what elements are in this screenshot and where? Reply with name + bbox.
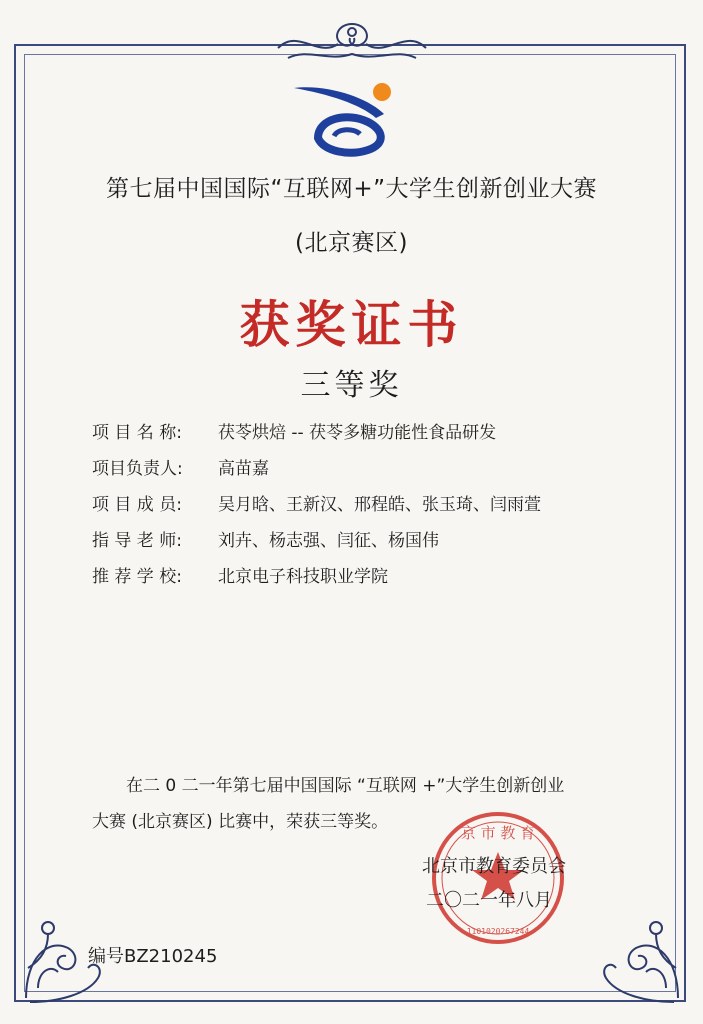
svg-text:1101020267244: 1101020267244 (466, 927, 530, 936)
field-advisors (92, 520, 652, 556)
field-label: 推 荐 学 校: (92, 566, 182, 587)
competition-region: (北京赛区) (295, 230, 408, 256)
award-level: 三等奖 (300, 368, 403, 403)
issuer-name: 北京市教育委员会 (422, 856, 566, 877)
corner-ornament-right-icon (596, 898, 686, 1008)
field-label: 项 目 成 员: (92, 494, 182, 515)
issue-date: 二〇二一年八月 (426, 890, 552, 911)
certificate-number: 编号BZ210245 (88, 946, 218, 967)
field-project-name (92, 412, 652, 448)
field-label: 项目负责人: (92, 458, 183, 479)
official-seal-icon (428, 808, 568, 948)
competition-title: 第七届中国国际“互联网+”大学生创新创业大赛 (105, 176, 598, 202)
certificate-title: 获奖证书 (239, 295, 464, 354)
award-statement-line2: 大赛 (北京赛区) 比赛中，荣获三等奖。 (92, 812, 389, 832)
svg-text:京 市 教 育: 京 市 教 育 (460, 824, 536, 842)
field-value: 刘卉、杨志强、闫征、杨国伟 (218, 530, 439, 551)
field-value: 北京电子科技职业学院 (218, 566, 388, 587)
field-school (92, 556, 652, 592)
field-value: 茯苓烘焙 -- 茯苓多糖功能性食品研发 (218, 422, 497, 443)
field-label: 指 导 老 师: (92, 530, 182, 551)
field-value: 高苗嘉 (218, 458, 269, 479)
field-value: 吴月晗、王新汉、邢程皓、张玉琦、闫雨萱 (218, 494, 541, 515)
field-project-members (92, 484, 652, 520)
award-statement-line1: 在二 0 二一年第七届中国国际 “互联网 +”大学生创新创业 (126, 776, 565, 796)
field-project-leader (92, 448, 652, 484)
top-ornament-icon (268, 18, 436, 66)
project-fields (92, 412, 652, 592)
competition-logo-icon (288, 78, 408, 158)
field-label: 项 目 名 称: (92, 422, 182, 443)
